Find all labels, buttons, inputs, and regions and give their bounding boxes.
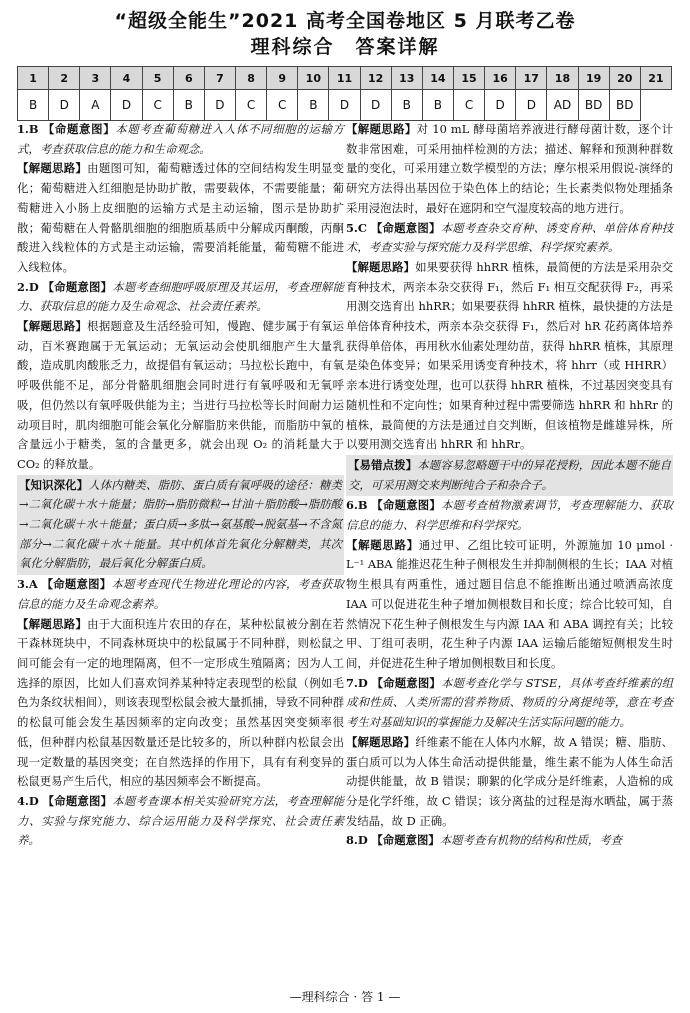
- answer-number-13: 13: [391, 67, 422, 90]
- answer-letter-4: D: [111, 90, 142, 121]
- answer-number-2: 2: [49, 67, 80, 90]
- answer-number-21: 21: [640, 67, 671, 90]
- answer-number-14: 14: [422, 67, 453, 90]
- answer-letter-14: B: [422, 90, 453, 121]
- right-column: [346, 120, 673, 851]
- answer-letter-11: D: [329, 90, 360, 121]
- question-7: 7.D 【命题意图】本题考查化学与 STSE，具体考查纤维素的组成和性质、人类所需的营养物质、物质的分离提纯等，意在考查考生对基础知识的掌握能力及解决生活实际问题的能力。: [346, 675, 673, 730]
- answer-number-10: 10: [298, 67, 329, 90]
- answer-number-3: 3: [80, 67, 111, 90]
- question-3: 3.A 【命题意图】本题考查现代生物进化理论的内容，考查获取信息的能力及生命观念素养。: [17, 577, 344, 611]
- answer-number-11: 11: [329, 67, 360, 90]
- answer-number-1: 1: [18, 67, 49, 90]
- answer-table-numbers: [18, 67, 672, 90]
- answer-number-15: 15: [453, 67, 484, 90]
- answer-number-17: 17: [516, 67, 547, 90]
- question-6: 6.B 【命题意图】本题考查植物激素调节，考查理解能力、获取信息的能力、科学思维和科学探究。: [346, 498, 673, 533]
- answer-letter-16: D: [485, 90, 516, 121]
- answer-letter-12: D: [360, 90, 391, 121]
- page-title: “超级全能生”2021 高考全国卷地区 5 月联考乙卷: [114, 10, 576, 32]
- answer-number-19: 19: [578, 67, 609, 90]
- answer-number-9: 9: [267, 67, 298, 90]
- answer-letter-1: B: [18, 90, 49, 121]
- answer-number-7: 7: [204, 67, 235, 90]
- answer-letter-19: BD: [578, 90, 609, 121]
- answer-letter-2: D: [49, 90, 80, 121]
- answer-number-20: 20: [609, 67, 640, 90]
- page-subtitle: 理科综合 答案详解: [250, 36, 440, 58]
- answer-number-4: 4: [111, 67, 142, 90]
- answer-letter-3: A: [80, 90, 111, 121]
- question-2-solution: 【解题思路】根据题意及生活经验可知，慢跑、健步属于有氧运动，百米赛跑属于无氧运动；无氧运动会使肌细胞产生大量乳酸，造成肌肉酸胀乏力，故提倡有氧运动；马拉松长跑中，有氧呼吸供能不足，部分骨骼肌细胞会同时进行有氧呼吸和无氧呼吸，但仍然以有氧呼吸供能为主；当进行马拉松等长时间耐力运动项目时，肌肉细胞可能会氧化分解脂肪来供能，而脂肪中氧的含量远小于糖类，氢的含量更多，就会出现 O₂ 的消耗量大于 CO₂ 的释放量。: [17, 319, 344, 471]
- answer-letter-20: BD: [609, 90, 640, 121]
- question-7-solution: 【解题思路】纤维素不能在人体内水解，故 A 错误；糖、脂肪、蛋白质可以为人体生命活动提供能量，维生素不能为人体生命活动提供能量，故 B 错误；聊絮的化学成分是纤维素，人造棉的成分是化学纤维，故 C 错误；该分离盐的过程是海水晒盐，属于蒸发结晶，故 D 正确。: [346, 734, 673, 828]
- error-tip: 【易错点拨】本题容易忽略题干中的异花授粉，因此本题不能自交，可采用测交来判断纯合子和杂合子。: [346, 455, 673, 496]
- answer-letter-6: B: [173, 90, 204, 121]
- answer-table-answers: [18, 90, 672, 121]
- answer-number-8: 8: [235, 67, 266, 90]
- answer-letter-8: C: [235, 90, 266, 121]
- left-column: [17, 120, 344, 851]
- answer-letter-5: C: [142, 90, 173, 121]
- answer-number-16: 16: [485, 67, 516, 90]
- question-4-solution: 【解题思路】对 10 mL 酵母菌培养液进行酵母菌计数，逐个计数非常困难，可采用抽样检测的方法；描述、解释和预测种群数量的变化，可采用建立数学模型的方法；摩尔根采用假说-演绎的研究方法得出基因位于染色体上的结论；生长素类似物处理插条采用浸泡法时，最好在遮阴和空气湿度较高的地方进行。: [346, 122, 673, 215]
- page-footer: —理科综合 · 答 1 —: [289, 990, 401, 1004]
- answer-table: [17, 66, 672, 121]
- answer-number-12: 12: [360, 67, 391, 90]
- answer-letter-13: B: [391, 90, 422, 121]
- question-2: 2.D 【命题意图】本题考查细胞呼吸原理及其运用，考查理解能力、获取信息的能力及生命观念、社会责任素养。: [17, 279, 344, 314]
- answer-letter-10: B: [298, 90, 329, 121]
- answer-letter-9: C: [267, 90, 298, 121]
- question-5: 5.C 【命题意图】本题考查杂交育种、诱变育种、单倍体育种技术，考查实验与探究能力及科学思维、科学探究素养。: [346, 220, 673, 255]
- answer-letter-7: D: [204, 90, 235, 121]
- answer-number-5: 5: [142, 67, 173, 90]
- answer-number-6: 6: [173, 67, 204, 90]
- question-1: 1.B 【命题意图】本题考查葡萄糖进入人体不同细胞的运输方式，考查获取信息的能力和生命观念。: [17, 122, 344, 156]
- answer-letter-15: C: [453, 90, 484, 121]
- question-4: 4.D 【命题意图】本题考查课本相关实验研究方法，考查理解能力、实验与探究能力、综合运用能力及科学探究、社会责任素养。: [17, 793, 344, 848]
- question-5-solution: 【解题思路】如果要获得 hhRR 植株，最简便的方法是采用杂交育种技术，两亲本杂交获得 F₁，然后 F₁ 相互交配获得 F₂，再采用测交选育出 hhRR；如果要获得 hhRR 植株，最快捷的方法是单倍体育种技术，两亲本杂交获得 F₁，然后对 hR 花药离体培养获得单倍体，再用秋水仙素处理幼苗，获得 hhRR 植株，其原理是染色体变异；如果采用诱变育种技术，将 hhrr（或 HHRR）亲本进行诱变处理，也可以获得 hhRR 植株，不过基因突变具有随机性和不定向性；如果育种过程中需要筛选 hhRR 和 hhRr 的植株，最简便的方法是通过自交判断，但该植物是雌雄异株，所以要用测交选育出 hhRR 和 hhRr。: [346, 259, 673, 452]
- answer-letter-18: AD: [547, 90, 578, 121]
- question-8: 8.D 【命题意图】本题考查有机物的结构和性质，考查: [346, 833, 623, 848]
- answer-number-18: 18: [547, 67, 578, 90]
- question-1-solution: 【解题思路】由题图可知，葡萄糖透过体的空间结构发生明显变化；葡萄糖进入红细胞是协助扩散，需要载体，不需要能量；葡萄糖进入小肠上皮细胞的运输方式是主动运输，图示是协助扩散；葡萄糖在人骨骼肌细胞的细胞质基质中分解成丙酮酸，丙酮酸进入线粒体的方式是主动运输，需要消耗能量，葡萄糖不能进入线粒体。: [17, 161, 344, 274]
- question-6-solution: 【解题思路】通过甲、乙组比较可证明，外源施加 10 μmol · L⁻¹ ABA 能推迟花生种子侧根发生并抑制侧根的生长；IAA 对植物生根具有两重性，通过题目信息不能推断出通过喷洒高浓度 IAA 可以促进花生种子增加侧根数目和长度；综合比较可知，自然情况下花生种子侧根发生与内源 IAA 和 ABA 调控有关；比较甲、丁组可表明，花生种子内源 IAA 运输后能缩短侧根发生时间，并促进花生种子增加侧根数目和长度。: [346, 537, 673, 670]
- knowledge-deepening: 【知识深化】人体内糖类、脂肪、蛋白质有氧呼吸的途径：糖类→二氧化碳＋水＋能量；脂肪→脂肪微粒→甘油＋脂肪酸→脂肪酸→二氧化碳＋水＋能量；蛋白质→多肽→氨基酸→脱氨基→不含氮部分→二氧化碳＋水＋能量。其中机体首先氧化分解糖类，其次氧化分解脂肪，最后氧化分解蛋白质。: [17, 475, 344, 576]
- question-3-solution: 【解题思路】由于大面积连片农田的存在，某种松鼠被分割在若干森林斑块中，不同森林斑块中的松鼠属于不同种群，则松鼠之间可能会有一定的地理隔离，但不一定形成生殖隔离；因为人工选择的原因，比如人们喜欢饲养某种特定表现型的松鼠（例如毛色为条纹状相间），则该表现型松鼠会被大量抓捕，导致不同种群的松鼠可能会发生基因频率的定向改变；虽然基因突变频率很低，但种群内松鼠基因数量还是比较多的，所以种群内松鼠会出现一定数量的基因突变；在自然选择的作用下，具有有利变异的松鼠更易产生后代，相应的基因频率会不断提高。: [17, 616, 344, 789]
- answer-letter-17: D: [516, 90, 547, 121]
